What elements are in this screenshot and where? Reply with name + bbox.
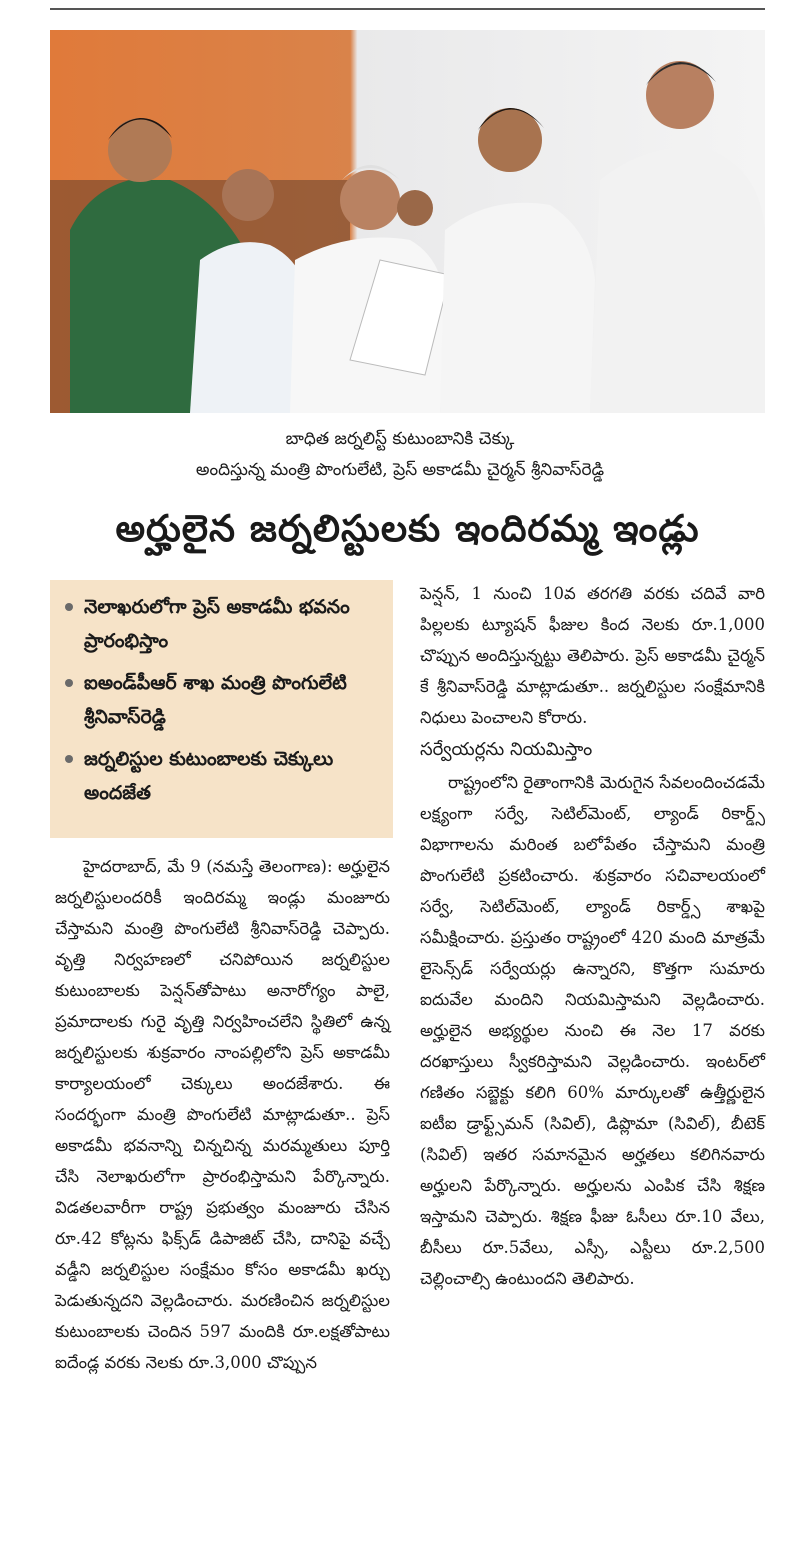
article-paragraph: పెన్షన్, 1 నుంచి 10వ తరగతి వరకు చదివే వారి పిల్లలకు ట్యూషన్ ఫీజుల కింద నెలకు రూ.1,000 చొప్పున అందిస్తున్నట్టు తెలిపారు. ప్రెస్ అకాడమీ చైర్మన్ కే శ్రీనివాస్‌రెడ్డి మాట్లాడుతూ.. జర్నలిస్టుల సంక్షేమానికి నిధులు పెంచాలని కోరారు. xyxy=(420,584,765,727)
highlight-item xyxy=(62,666,383,734)
bullet-icon xyxy=(65,679,73,687)
article-column-left xyxy=(55,851,390,1378)
photo-people-handing-cheque-icon xyxy=(50,30,765,413)
highlight-text: నెలాఖరులోగా ప్రెస్ అకాడమీ భవనం ప్రారంభిస్తాం xyxy=(84,596,350,652)
highlight-text: జర్నలిస్టుల కుటుంబాలకు చెక్కులు అందజేత xyxy=(84,748,334,804)
top-rule xyxy=(50,8,765,10)
caption-line-2: అందిస్తున్న మంత్రి పొంగులేటి, ప్రెస్ అకాడమీ చైర్మన్ శ్రీనివాస్‌రెడ్డి xyxy=(195,460,605,480)
caption-line-1: బాధిత జర్నలిస్ట్ కుటుంబానికి చెక్కు xyxy=(285,429,515,449)
news-photo xyxy=(50,30,765,413)
highlight-item xyxy=(62,742,383,810)
photo-caption xyxy=(60,424,740,486)
article-paragraph: హైదరాబాద్, మే 9 (నమస్తే తెలంగాణ): అర్హులైన జర్నలిస్టులందరికీ ఇందిరమ్మ ఇండ్లు మంజూరు చేస్తామని మంత్రి పొంగులేటి శ్రీనివాస్‌రెడ్డి చెప్పారు. వృత్తి నిర్వహణలో చనిపోయిన జర్నలిస్టుల కుటుంబాలకు పెన్షన్‌తోపాటు అనారోగ్యం పాలై, ప్రమాదాలకు గురై వృత్తి నిర్వహించలేని స్థితిలో ఉన్న జర్నలిస్టులకు శుక్రవారం నాంపల్లిలోని ప్రెస్ అకాడమీ కార్యాలయంలో చెక్కులు అందజేశారు. ఈ సందర్భంగా మంత్రి పొంగులేటి మాట్లాడుతూ.. ప్రెస్ అకాడమీ భవనాన్ని చిన్నచిన్న మరమ్మతులు పూర్తి చేసి నెలాఖరులోగా ప్రారంభిస్తామని పేర్కొన్నారు. విడతలవారీగా రాష్ట్ర ప్రభుత్వం మంజూరు చేసిన రూ.42 కోట్లను ఫిక్స్‌డ్ డిపాజిట్ చేసి, దానిపై వచ్చే వడ్డీని జర్నలిస్టుల సంక్షేమం కోసం అకాడమీ ఖర్చు పెడుతున్నదని వెల్లడించారు. మరణించిన జర్నలిస్టుల కుటుంబాలకు చెందిన 597 మందికి రూ.లక్షతోపాటు ఐదేండ్ల వరకు నెలకు రూ.3,000 చొప్పున xyxy=(55,857,390,1372)
bullet-icon xyxy=(65,603,73,611)
highlight-item xyxy=(62,590,383,658)
article-column-right xyxy=(420,578,765,1294)
bullet-icon xyxy=(65,755,73,763)
subheading: సర్వేయర్లను నియమిస్తాం xyxy=(420,739,593,760)
highlights-box xyxy=(50,580,393,838)
highlight-text: ఐఅండ్‌పీఆర్ శాఖ మంత్రి పొంగులేటి శ్రీనివాస్‌రెడ్డి xyxy=(84,672,347,728)
headline: అర్హులైన జర్నలిస్టులకు ఇందిరమ్మ ఇండ్లు xyxy=(115,507,700,550)
article-paragraph: రాష్ట్రంలోని రైతాంగానికి మెరుగైన సేవలందించడమే లక్ష్యంగా సర్వే, సెటిల్‌మెంట్, ల్యాండ్ రికార్డ్స్ విభాగాలను మరింత బలోపేతం చేస్తామని మంత్రి పొంగులేటి ప్రకటించారు. శుక్రవారం సచివాలయంలో సర్వే, సెటిల్‌మెంట్, ల్యాండ్ రికార్డ్స్ శాఖపై సమీక్షించారు. ప్రస్తుతం రాష్ట్రంలో 420 మంది మాత్రమే లైసెన్స్‌డ్ సర్వేయర్లు ఉన్నారని, కొత్తగా సుమారు ఐదువేల మందిని నియమిస్తామని వెల్లడించారు. అర్హులైన అభ్యర్థుల నుంచి ఈ నెల 17 వరకు దరఖాస్తులు స్వీకరిస్తామని వెల్లడించారు. ఇంటర్‌లో గణితం సబ్జెక్టు కలిగి 60% మార్కులతో ఉత్తీర్ణులైన ఐటీఐ డ్రాఫ్ట్స్‌మన్ (సివిల్), డిప్లొమా (సివిల్), బీటెక్ (సివిల్) ఇతర సమానమైన అర్హతలు కలిగినవారు అర్హులని పేర్కొన్నారు. అర్హులను ఎంపిక చేసి శిక్షణ ఇస్తామని చెప్పారు. శిక్షణ ఫీజు ఓసీలు రూ.10 వేలు, బీసీలు రూ.5వేలు, ఎస్సీ, ఎస్టీలు రూ.2,500 చెల్లించాల్సి ఉంటుందని తెలిపారు. xyxy=(420,773,765,1288)
